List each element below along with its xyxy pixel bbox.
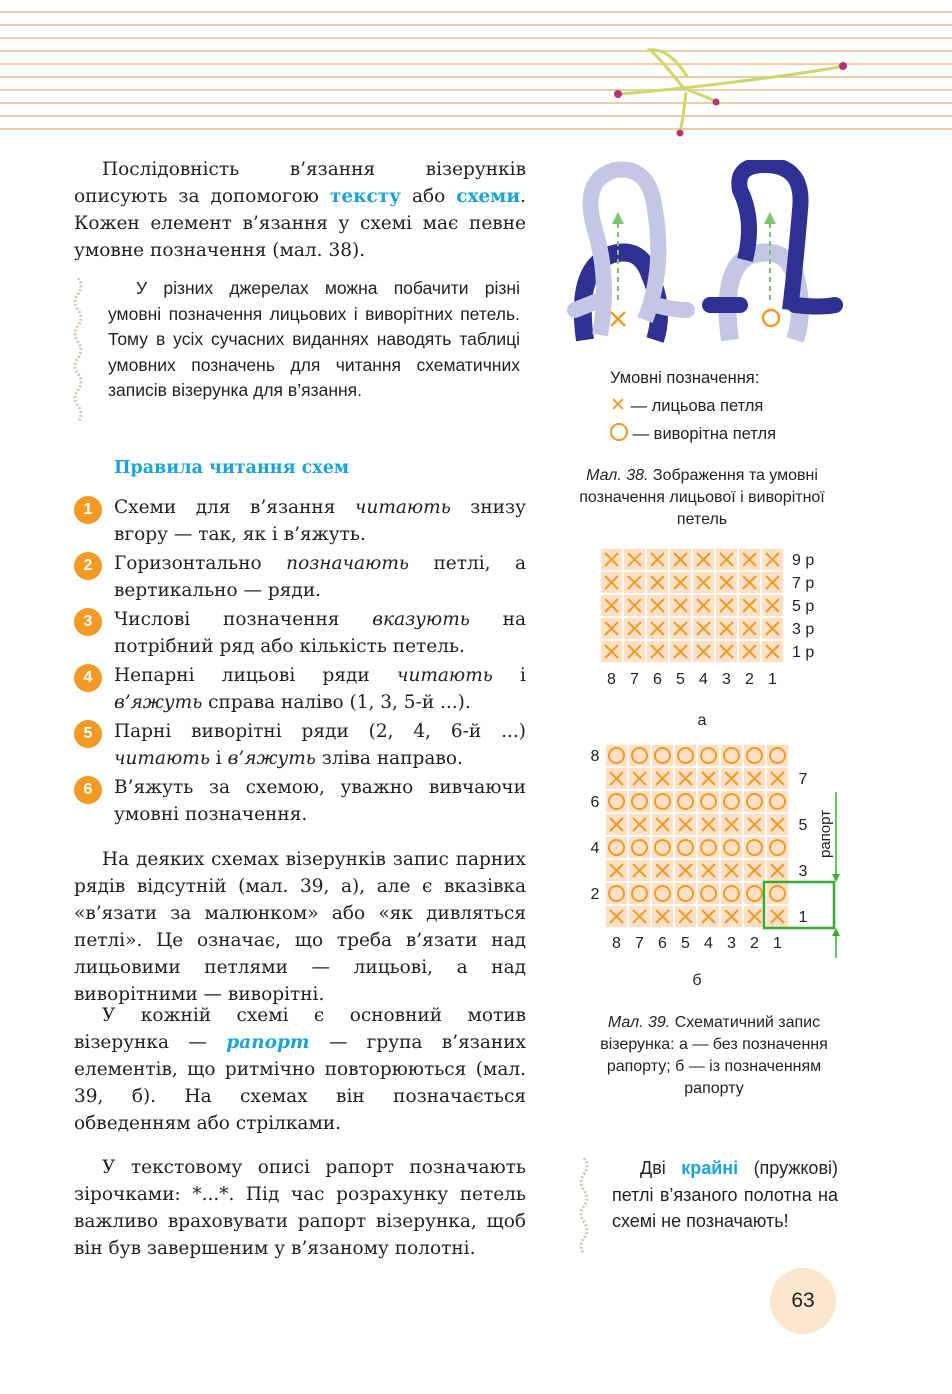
legend-knit: — лицьова петля bbox=[630, 397, 764, 415]
wavy-line-icon bbox=[70, 278, 86, 428]
row-label: 3 р bbox=[792, 621, 815, 638]
legend-title: Умовні позначення: bbox=[610, 369, 760, 387]
figure-39-caption: Мал. 39. Схематичний запис візерунка: а — без позначення рапорту; б — із позначенням рапорту bbox=[600, 1014, 828, 1097]
rule-item: 4 Непарні лицьові ряди читають і в’яжуть справа наліво (1, 3, 5-й ...). bbox=[74, 662, 526, 716]
row-label: 6 bbox=[590, 794, 600, 811]
rules-heading: Правила читання схем bbox=[114, 458, 350, 478]
row-label: 5 р bbox=[792, 598, 815, 615]
paragraph-text-description: У текстовому описі рапорт позначають зірочками: *...*. Під час розрахунку петель важливо враховувати рапорт візерунка, щоб він був завершеним у в’язаному полотні. bbox=[74, 1157, 526, 1259]
rule-number-badge: 5 bbox=[74, 720, 102, 748]
rule-number-badge: 3 bbox=[74, 608, 102, 636]
knit-symbol-icon bbox=[611, 312, 625, 326]
page-number: 63 bbox=[770, 1268, 836, 1334]
row-label: 4 bbox=[590, 840, 600, 857]
note-edge-stitches: Дві крайні (пружкові) петлі в’язаного полотна на схемі не позначають! bbox=[612, 1158, 838, 1231]
legend-purl: — виворітна петля bbox=[632, 425, 777, 443]
term-text: тексту bbox=[329, 186, 402, 207]
column-label: 1 bbox=[768, 671, 777, 688]
row-label: 7 р bbox=[792, 575, 815, 592]
column-label: 4 bbox=[699, 671, 708, 688]
purl-symbol-icon bbox=[763, 310, 779, 326]
column-label: 3 bbox=[722, 671, 731, 688]
row-label: 2 bbox=[590, 886, 600, 903]
column-label: 6 bbox=[658, 935, 667, 952]
row-label: 9 р bbox=[792, 552, 815, 569]
row-label: 5 bbox=[798, 817, 808, 834]
column-label: 5 bbox=[681, 935, 690, 952]
term-edge: крайні bbox=[681, 1158, 739, 1178]
ribbon-bow-icon bbox=[600, 38, 860, 148]
legend bbox=[610, 364, 776, 448]
row-label: 1 bbox=[798, 909, 808, 926]
wavy-line-icon bbox=[576, 1158, 592, 1258]
row-label: 8 bbox=[590, 748, 600, 765]
circle-icon bbox=[610, 423, 628, 441]
term-scheme: схеми bbox=[456, 186, 521, 207]
rule-item: 6 В’яжуть за схемою, уважно вивчаючи умовні позначення. bbox=[74, 774, 526, 828]
rule-number-badge: 2 bbox=[74, 552, 102, 580]
column-label: 8 bbox=[607, 671, 616, 688]
column-label: 3 bbox=[727, 935, 736, 952]
term-rapport: рапорт bbox=[226, 1032, 310, 1053]
rule-number-badge: 4 bbox=[74, 664, 102, 692]
rule-item: 5 Парні виворітні ряди (2, 4, 6-й ...) читають і в’яжуть зліва направо. bbox=[74, 718, 526, 772]
knitting-chart-b bbox=[585, 740, 845, 990]
rule-item: 3 Числові позначення вказують на потрібний ряд або кількість петель. bbox=[74, 606, 526, 660]
loops-illustration bbox=[555, 160, 845, 350]
paragraph-missing-rows: На деяких схемах візерунків запис парних рядів відсутній (мал. 39, а), але є вказівка «в’язати за малюнком» або «як дивляться петлі». Це означає, що треба в’язати над лицьовими петлями — лицьові, а над виворітними — виворітні. bbox=[74, 849, 526, 1005]
rule-item: 2 Горизонтально позначають петлі, а вертикально — ряди. bbox=[74, 550, 526, 604]
column-label: 8 bbox=[612, 935, 621, 952]
rule-number-badge: 6 bbox=[74, 776, 102, 804]
figure-38-caption: Мал. 38. Зображення та умовні позначення лицьової і виворітної петель bbox=[579, 467, 825, 528]
column-label: 6 bbox=[653, 671, 662, 688]
column-label: 2 bbox=[750, 935, 759, 952]
chart-letter: а bbox=[697, 712, 707, 725]
row-label: 1 р bbox=[792, 644, 815, 661]
column-label: 7 bbox=[635, 935, 644, 952]
chart-letter: б bbox=[692, 972, 702, 989]
knitting-chart-a bbox=[590, 545, 840, 725]
rule-number-badge: 1 bbox=[74, 496, 102, 524]
column-label: 4 bbox=[704, 935, 713, 952]
paragraph-rapport: У кожній схемі є основний мотив візерунка — рапорт — група в’язаних елементів, що ритмічно повторюються (мал. 39, б). На схемах він позначається обведенням або стрілками. bbox=[74, 1005, 526, 1134]
column-label: 5 bbox=[676, 671, 685, 688]
rule-item: 1 Схеми для в’язання читають знизу вгору — так, як і в’яжуть. bbox=[74, 494, 526, 548]
intro-paragraph: Послідовність в’язання візерунків описують за допомогою тексту або схеми. Кожен елемент в’язання у схемі має певне умовне позначення (мал. 38). bbox=[74, 159, 526, 261]
cross-icon: ✕ bbox=[610, 395, 626, 416]
rapport-label: рапорт bbox=[817, 809, 834, 858]
column-label: 1 bbox=[773, 935, 782, 952]
note-symbols: У різних джерелах можна побачити різні умовні позначення лицьових і виворітних петель. Тому в усіх сучасних виданнях наводять таблиці умовних позначень для читання схематичних записів візерунка для в’язання. bbox=[108, 278, 520, 400]
column-label: 2 bbox=[745, 671, 754, 688]
row-label: 3 bbox=[798, 863, 808, 880]
column-label: 7 bbox=[630, 671, 639, 688]
row-label: 7 bbox=[798, 771, 808, 788]
